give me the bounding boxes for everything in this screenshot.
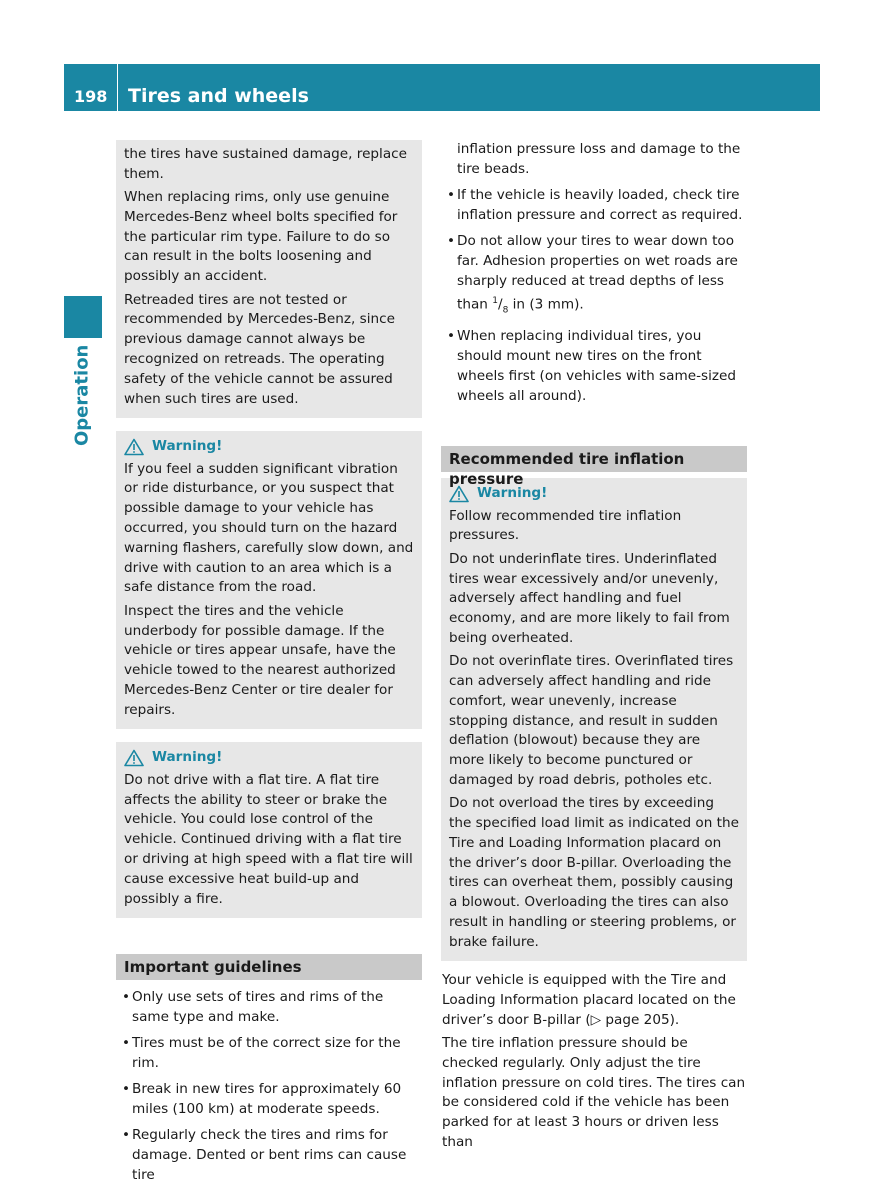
paragraph: Inspect the tires and the vehicle underbody for possible damage. If the vehicle or tires appear unsafe, have the vehicle towed to the nearest authorized Mercedes-Benz Center or tire dealer for repairs. [124, 602, 396, 718]
continued-text: inflation pressure loss and damage to the tire beads. [457, 141, 741, 177]
header-divider [117, 64, 118, 111]
paragraph: Your vehicle is equipped with the Tire and Loading Information placard located on the driver’s door B-pillar (▷ page 205). [442, 972, 736, 1028]
left-column [116, 140, 422, 1192]
warning-title [449, 484, 739, 504]
paragraph: Do not underinflate tires. Underinflated tires wear excessively and/or unevenly, adversely affect handling and fuel economy, and are more likely to fail from being overheated. [449, 550, 730, 646]
section-heading-recommended-pressure: Recommended tire inflation pressure [441, 446, 747, 472]
list-item-text: Do not allow your tires to wear down too far. Adhesion properties on wet roads are sharply reduced at tread depths of less than [457, 233, 738, 313]
list-item: • Do not allow your tires to wear down too far. Adhesion properties on wet roads are sharply reduced at tread depths of less than $^1/_8$ in (3 mm). [441, 232, 747, 320]
paragraph: The tire inflation pressure should be checked regularly. Only adjust the tire inflation pressure on cold tires. The tires can be considered cold if the vehicle has been parked for at least 3 hours or driven less than [442, 1035, 746, 1151]
intro-box [116, 140, 422, 418]
page-header [64, 64, 820, 111]
warning-triangle-icon [449, 485, 469, 503]
list-item: • Break in new tires for approximately 60 miles (100 km) at moderate speeds. [116, 1080, 422, 1120]
paragraph: If you feel a sudden significant vibration or ride disturbance, or you suspect that possible damage to your vehicle has occurred, you should turn on the hazard warning flashers, carefully slow down, and drive with caution to an area which is a safe distance from the road. [124, 460, 414, 596]
fraction-numerator: 1 [492, 295, 498, 306]
paragraph: When replacing rims, only use genuine Mercedes-Benz wheel bolts specified for the particular rim type. Failure to do so can result in the bolts loosening and possibly an accident. [124, 189, 398, 285]
tire-care-list [441, 186, 747, 406]
guidelines-list [116, 988, 422, 1186]
warning-title [124, 748, 414, 768]
warning-title-text: Warning! [152, 437, 223, 454]
warning-triangle-icon [124, 749, 144, 767]
right-column [441, 140, 747, 1156]
warning-triangle-icon [124, 438, 144, 456]
paragraph: Do not overinflate tires. Overinflated tires can adversely affect handling and ride comfort, wear unevenly, increase stopping distance, and result in sudden deflation (blowout) because they are more likely to become punctured or damaged by road debris, potholes etc. [449, 653, 734, 788]
page-number: 198 [74, 87, 108, 106]
warning-title [124, 437, 414, 457]
side-tab-marker [64, 296, 102, 338]
paragraph: the tires have sustained damage, replace them. [124, 146, 408, 182]
warning-box [116, 742, 422, 918]
paragraph: Retreaded tires are not tested or recommended by Mercedes-Benz, since previous damage cannot always be recognized on retreads. The operating safety of the vehicle cannot be assured when such tires are used. [124, 291, 395, 407]
warning-box [116, 431, 422, 729]
list-item: • Regularly check the tires and rims for damage. Dented or bent rims can cause tire [116, 1126, 422, 1185]
paragraph: Follow recommended tire inflation pressures. [449, 507, 682, 544]
page-title: Tires and wheels [128, 85, 309, 107]
list-item: • If the vehicle is heavily loaded, check tire inflation pressure and correct as required. [441, 186, 747, 226]
fraction-suffix: in (3 mm). [508, 296, 584, 313]
section-heading-important-guidelines: Important guidelines [116, 954, 422, 980]
side-tab-label: Operation [71, 344, 93, 446]
list-item: • When replacing individual tires, you should mount new tires on the front wheels first (on vehicles with same-sized wheels all around). [441, 327, 747, 406]
paragraph: Do not overload the tires by exceeding the specified load limit as indicated on the Tire and Loading Information placard on the driver’s door B-pillar. Overloading the tires can overheat them, possibly causing a blowout. Overloading the tires can also result in handling or steering problems, or brake failure. [449, 795, 739, 950]
warning-title-text: Warning! [152, 749, 223, 766]
fraction-denominator: 8 [502, 304, 509, 315]
warning-title-text: Warning! [477, 484, 548, 501]
list-item: • Tires must be of the correct size for the rim. [116, 1034, 422, 1074]
paragraph: Do not drive with a flat tire. A flat tire affects the ability to steer or brake the vehicle. You could lose control of the vehicle. Continued driving with a flat tire or driving at high speed with a flat tire will cause excessive heat build-up and possibly a fire. [124, 771, 413, 907]
list-item: • Only use sets of tires and rims of the same type and make. [116, 988, 422, 1028]
warning-box [441, 478, 747, 961]
